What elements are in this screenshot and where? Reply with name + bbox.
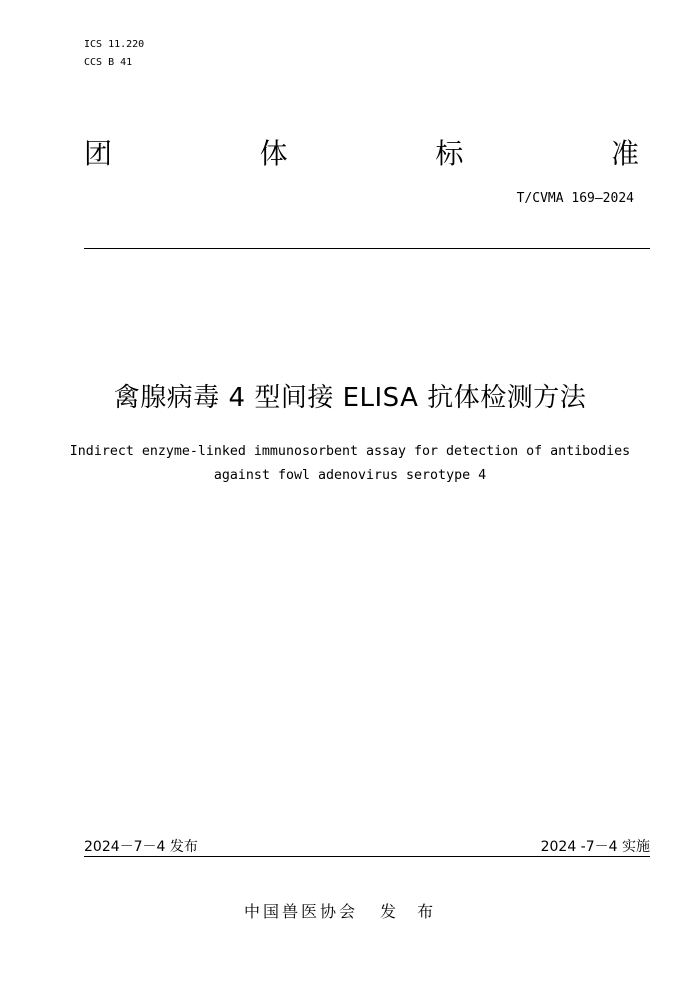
document-title-chinese: 禽腺病毒 4 型间接 ELISA 抗体检测方法 [113,383,587,413]
publisher-name: 中国兽医协会 [244,902,359,921]
classification-codes [84,36,144,72]
english-title-line-1: Indirect enzyme-linked immunosorbent assay for detection of antibodies [69,444,631,459]
standard-type-char: 标 [435,137,464,170]
standard-type-char: 团 [84,137,113,170]
ccs-code: CCS B 41 [84,57,133,68]
date-row [84,838,650,856]
publish-date: 2024－7－4 发布 [84,839,198,855]
standard-type-char: 准 [610,137,639,170]
document-title-english [0,440,700,488]
publisher-line [244,901,441,923]
implement-date: 2024 -7－4 实施 [540,839,650,855]
issue-label: 发 布 [380,902,442,921]
top-divider [84,248,650,249]
english-title-line-2: against fowl adenovirus serotype 4 [213,468,487,483]
standard-type-char: 体 [259,137,288,170]
standard-type-heading [84,134,639,174]
bottom-divider [84,856,650,857]
standard-number: T/CVMA 169—2024 [516,191,634,206]
ics-code: ICS 11.220 [84,39,145,50]
